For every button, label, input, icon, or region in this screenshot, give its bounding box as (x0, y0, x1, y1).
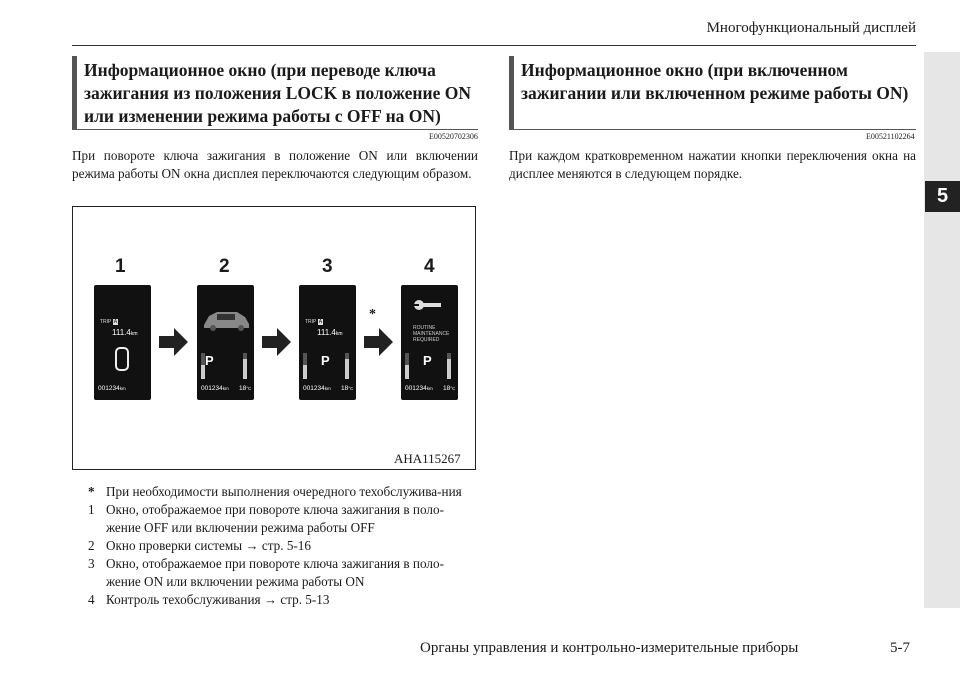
figure-label-4: 4 (424, 256, 435, 277)
figure-label-2: 2 (219, 256, 230, 277)
maintenance-asterisk: * (369, 307, 376, 322)
vehicle-image-icon (201, 307, 251, 331)
maintenance-line-3: REQUIRED (413, 337, 440, 343)
right-section-heading: Информационное окно (при включенном зажигании или включенном режиме работы ON) (509, 56, 916, 130)
right-section-paragraph: При каждом кратковременном нажатии кнопки переключения окна на дисплее меняются в следующем порядке. (509, 148, 916, 181)
gear-position: P (205, 353, 214, 368)
header-rule (72, 45, 916, 46)
outside-temp: 18 (341, 385, 349, 392)
odometer-unit: km (426, 386, 433, 391)
figure-label-1: 1 (115, 256, 126, 277)
note-text: Окно, отображаемое при повороте ключа зажигания в поло-жение OFF или включении режима работы OFF (106, 502, 444, 535)
note-text: Окно, отображаемое при повороте ключа зажигания в поло-жение ON или включении режима работы ON (106, 556, 444, 589)
right-section-code: E00521102264 (866, 132, 915, 141)
wrench-icon (413, 299, 443, 311)
screen-trip-off (94, 285, 151, 400)
gear-position: P (423, 353, 432, 368)
odometer-unit: km (324, 386, 331, 391)
odometer-value: 001234 (303, 385, 325, 392)
figure-code: AHA115267 (394, 451, 461, 466)
arrow-right-icon (262, 327, 292, 357)
note-text: Контроль техобслуживания → стр. 5-13 (106, 592, 330, 607)
trip-label: TRIP (100, 319, 112, 325)
note-text: При необходимости выполнения очередного техобслужива-ния (106, 484, 462, 499)
temp-unit: °C (246, 386, 252, 391)
odometer-value: 001234 (405, 385, 427, 392)
note-marker: 3 (88, 556, 95, 571)
odometer-unit: km (222, 386, 229, 391)
maintenance-line-1: ROUTINE (413, 325, 436, 331)
trip-unit: km (335, 331, 343, 337)
display-sequence-figure (72, 206, 476, 470)
screen-trip-on (299, 285, 356, 400)
odometer-value: 001234 (98, 385, 120, 392)
trip-unit: km (130, 331, 138, 337)
maintenance-line-2: MAINTENANCE (413, 331, 450, 337)
figure-notes (88, 483, 478, 609)
footer-chapter-title: Органы управления и контрольно-измерительные приборы (420, 640, 799, 656)
page-header-title: Многофункциональный дисплей (706, 20, 916, 36)
screen-maintenance (401, 285, 458, 400)
fuel-gauge (345, 353, 349, 379)
figure-label-3: 3 (322, 256, 333, 277)
note-marker: 2 (88, 538, 95, 553)
temp-unit: °C (450, 386, 456, 391)
note-item (88, 483, 478, 501)
temp-gauge (303, 353, 307, 379)
fuel-gauge (243, 353, 247, 379)
chapter-side-tab (924, 52, 960, 608)
left-section-paragraph: При повороте ключа зажигания в положение ON или включении режима работы ON окна дисплея переключаются следующим образом. (72, 148, 478, 181)
trip-value: 111.4 (112, 328, 131, 337)
screen-system-check (197, 285, 254, 400)
note-marker: 4 (88, 592, 95, 607)
note-item (88, 555, 478, 591)
trip-label: TRIP (305, 319, 317, 325)
trip-a-badge: A (113, 319, 118, 325)
temp-gauge (405, 353, 409, 379)
chapter-number: 5 (925, 181, 960, 212)
temp-unit: °C (348, 386, 354, 391)
left-section-heading: Информационное окно (при переводе ключа зажигания из положения LOCK в положение ON или изменении режима работы с OFF на ON) (72, 56, 478, 130)
odometer-unit: km (119, 386, 126, 391)
trip-a-badge: A (318, 319, 323, 325)
page-number: 5-7 (890, 640, 910, 656)
car-top-view-icon (115, 347, 129, 371)
temp-gauge (201, 353, 205, 379)
outside-temp: 18 (443, 385, 451, 392)
arrow-right-icon (159, 327, 189, 357)
note-item (88, 537, 478, 555)
odometer-value: 001234 (201, 385, 223, 392)
note-text: Окно проверки системы → стр. 5-16 (106, 538, 311, 553)
left-section-code: E00520702306 (429, 132, 478, 141)
trip-value: 111.4 (317, 328, 336, 337)
note-item (88, 501, 478, 537)
note-item (88, 591, 478, 609)
note-marker: 1 (88, 502, 95, 517)
note-marker: * (88, 484, 95, 499)
gear-position: P (321, 353, 330, 368)
arrow-right-icon (364, 327, 394, 357)
fuel-gauge (447, 353, 451, 379)
outside-temp: 18 (239, 385, 247, 392)
